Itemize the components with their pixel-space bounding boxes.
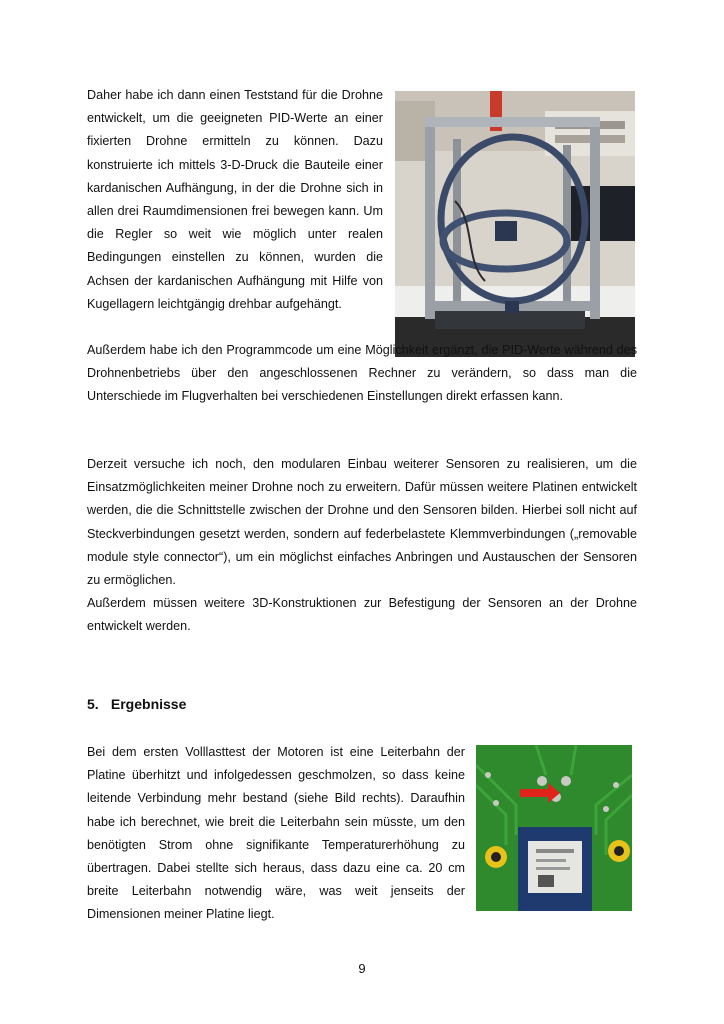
paragraph-test-stand: Daher habe ich dann einen Teststand für die Drohne entwickelt, um die geeigneten PID-Werte an einer fixierten Drohne ermitteln zu können. Dazu konstruierte ich mittels 3-D-Druck die Bauteile einer kardanischen Aufhängung, in der die Drohne sich in allen drei Raumdimensionen frei bewegen kann. Um die Regler so weit wie möglich unter realen Bedingungen einstellen zu können, wurden die Achsen der kardanischen Aufhängung mit Hilfe von Kugellagern leichtgängig drehbar aufgehängt.	[87, 88, 383, 311]
section-title: Ergebnisse	[110, 696, 187, 712]
paragraph-program-code: Außerdem habe ich den Programmcode um eine Möglichkeit ergänzt, die PID-Werte während des Drohnenbetriebs über den angeschlossenen Rechner zu verändern, so dass man die Unterschiede im Flugverhalten bei verschiedenen Einstellungen direkt erfassen kann.	[87, 343, 637, 404]
section-number: 5.	[87, 696, 99, 712]
paragraph-results: Bei dem ersten Volllasttest der Motoren ist eine Leiterbahn der Platine überhitzt und infolgedessen geschmolzen, so dass keine leitende Verbindung mehr bestand (siehe Bild rechts). Daraufhin habe ich berechnet, wie breit die Leiterbahn sein müsste, um den benötigten Strom ohne signifikante Temperaturerhöhung zu übertragen. Dabei stellte sich heraus, dass dazu eine ca. 20 cm breite Leiterbahn notwendig wäre, was weit jenseits der Dimensionen meiner Platine liegt.	[87, 745, 465, 922]
gimbal-test-stand-illustration	[395, 91, 635, 357]
paragraph-3d-constructions: Außerdem müssen weitere 3D-Konstruktionen zur Befestigung der Sensoren an der Drohne entwickelt werden.	[87, 596, 637, 634]
pcb-photo	[476, 745, 632, 911]
page-number: 9	[358, 961, 366, 976]
paragraph-sensors: Derzeit versuche ich noch, den modularen Einbau weiterer Sensoren zu realisieren, um die Einsatzmöglichkeiten meiner Drohne noch zu erweitern. Dafür müssen weitere Platinen entwickelt werden, die die Schnittstelle zwischen der Drohne und den Sensoren bilden. Hierbei soll nicht auf Steckverbindungen gesetzt werden, sondern auf federbelastete Klemmverbindungen („removable module style connector“), um ein möglichst einfaches Anbringen und Austauschen der Sensoren zu ermöglichen.	[87, 457, 637, 588]
test-stand-photo	[395, 91, 635, 357]
melted-trace-pcb-illustration	[476, 745, 632, 911]
section-heading	[87, 696, 186, 712]
